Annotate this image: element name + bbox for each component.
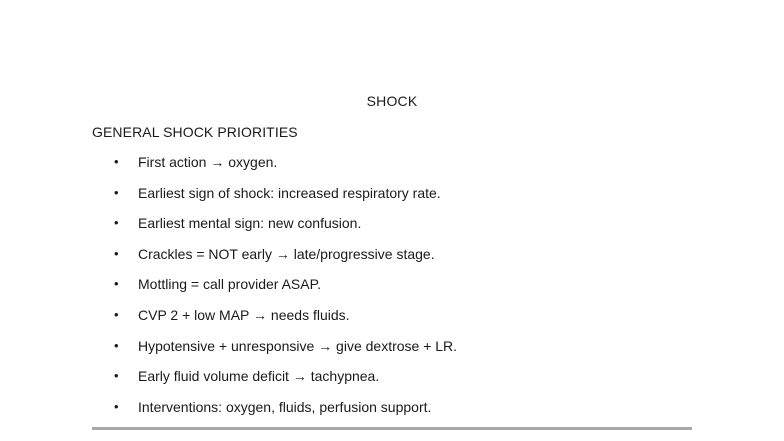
bullet-icon: • [114,306,119,322]
document-title: SHOCK [366,93,418,109]
document-title-row [0,93,784,109]
list-item-text: Hypotensive + unresponsive → give dextrose + LR. [138,337,458,354]
list-item-text: Mottling = call provider ASAP. [138,276,322,293]
bullet-icon: • [114,276,119,292]
bullet-icon: • [114,154,119,169]
list-item-text: Earliest mental sign: new confusion. [138,215,362,232]
bullet-icon: • [114,245,119,261]
bullet-icon: • [114,215,119,231]
list-item-text: Early fluid volume deficit → tachypnea. [138,368,380,385]
list-item-text: Interventions: oxygen, fluids, perfusion support. [138,398,432,415]
list-item-text: Crackles = NOT early → late/progressive stage. [138,245,435,262]
bullet-icon: • [114,398,119,414]
list-item-text: Earliest sign of shock: increased respiratory rate. [138,184,441,201]
bottom-divider [92,427,692,430]
list-item-text: CVP 2 + low MAP → needs fluids. [138,306,350,323]
list-item-text: First action → oxygen. [138,154,278,170]
bullet-icon: • [114,337,119,353]
bullet-icon: • [114,368,119,384]
bullet-icon: • [114,184,119,200]
section-heading: GENERAL SHOCK PRIORITIES [92,124,298,140]
